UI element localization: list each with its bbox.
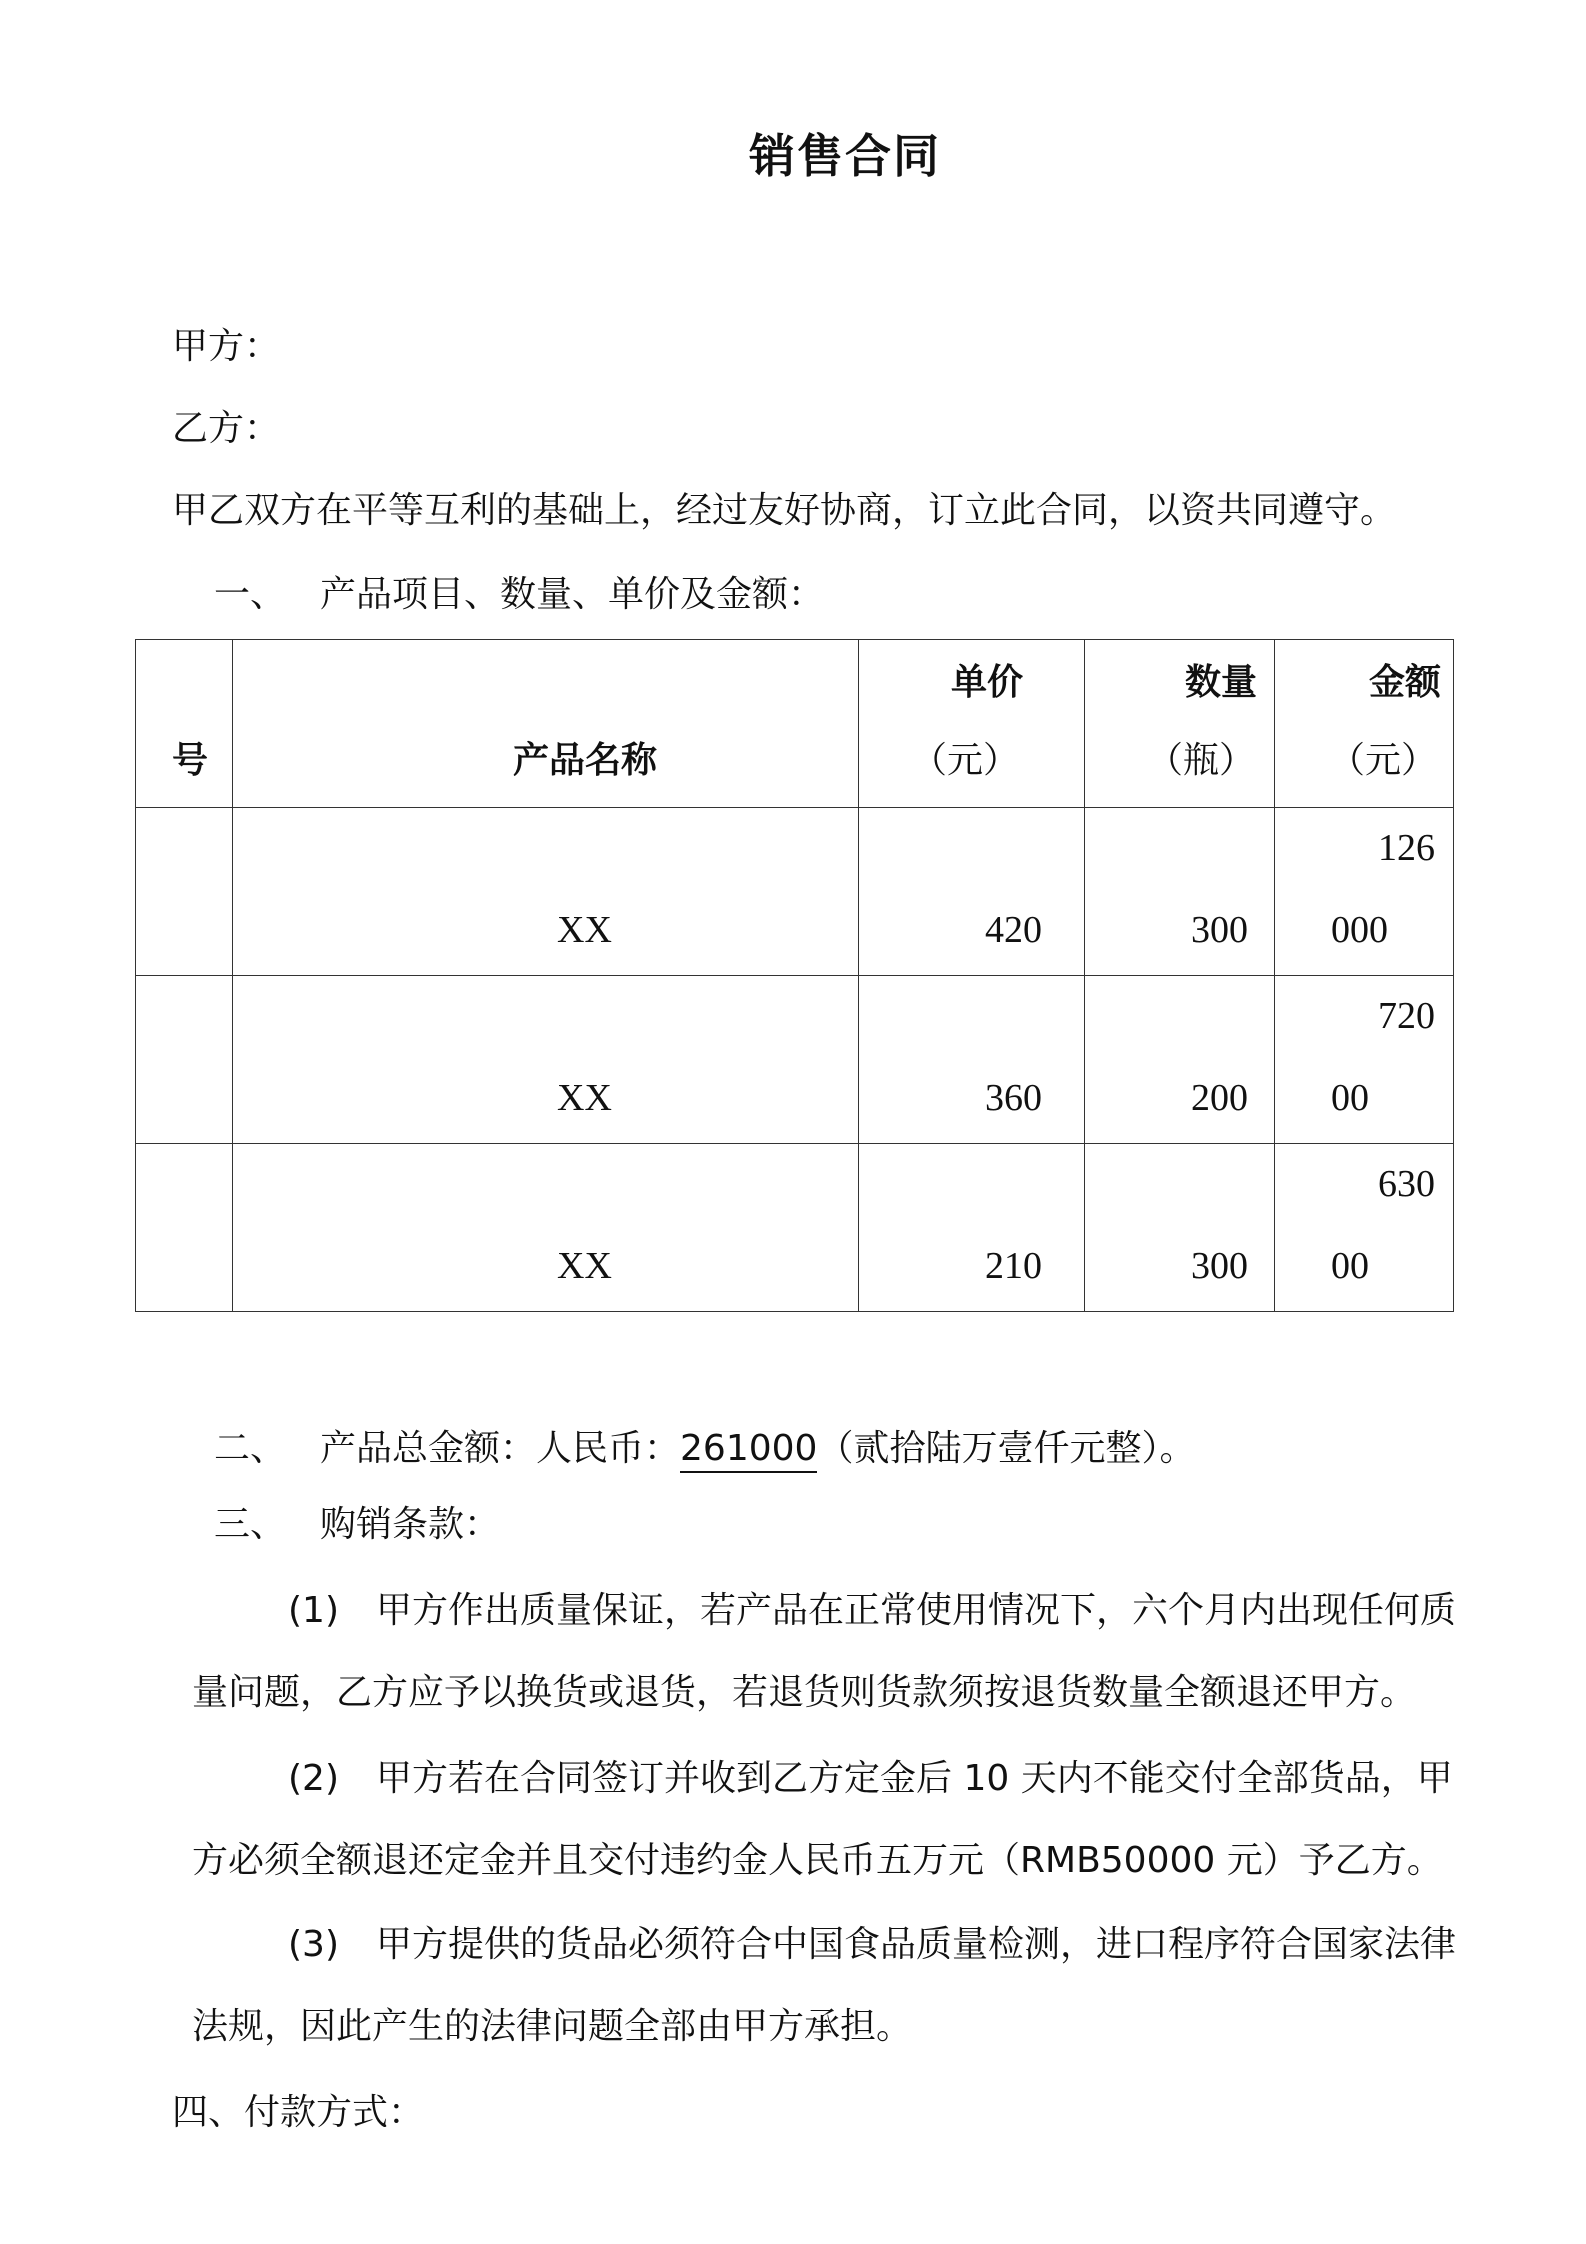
seq-cell (136, 976, 233, 1144)
amount-line-1: 720 (1378, 995, 1435, 1037)
amount-line-2: 00 (1331, 1245, 1369, 1287)
header-price-unit: （元） (911, 740, 1020, 781)
header-price-label: 单价 (951, 662, 1024, 703)
quantity: 300 (1191, 1245, 1248, 1287)
product-name: XX (557, 909, 612, 951)
section-3-number: 三、 (214, 1504, 287, 1545)
header-amount-cell (1275, 640, 1454, 808)
header-seq-cell (136, 640, 233, 808)
term-1-line-1 (288, 1582, 1456, 1633)
amount-line-1: 126 (1378, 827, 1435, 869)
section-3-heading (214, 1496, 500, 1547)
seq-cell (136, 1144, 233, 1312)
qty-cell (1085, 808, 1275, 976)
term-2-number: (2) (288, 1758, 339, 1799)
qty-cell (1085, 976, 1275, 1144)
total-prefix: 产品总金额：人民币： (320, 1428, 681, 1469)
term-3-line-1 (288, 1916, 1456, 1967)
section-2-number: 二、 (214, 1428, 287, 1469)
header-qty-unit: （瓶） (1147, 740, 1256, 781)
intro-paragraph: 甲乙双方在平等互利的基础上，经过友好协商，订立此合同，以资共同遵守。 (172, 490, 1397, 531)
header-seq-label: 号 (172, 740, 209, 781)
section-1-text: 产品项目、数量、单价及金额： (320, 574, 825, 615)
product-table (135, 639, 1454, 1312)
header-amount-unit: （元） (1329, 740, 1438, 781)
qty-cell (1085, 1144, 1275, 1312)
amount-cell (1275, 1144, 1454, 1312)
term-3-text: 甲方提供的货品必须符合中国食品质量检测，进口程序符合国家法律 (376, 1924, 1457, 1965)
section-3-text: 购销条款： (320, 1504, 501, 1545)
header-name-cell (233, 640, 859, 808)
seq-cell (136, 808, 233, 976)
name-cell (233, 976, 859, 1144)
header-qty-cell (1085, 640, 1275, 808)
quantity: 200 (1191, 1077, 1248, 1119)
table-header-row (136, 640, 1454, 808)
header-amount-label: 金额 (1369, 662, 1442, 703)
term-1-number: (1) (288, 1590, 339, 1631)
section-4-heading: 四、付款方式： (172, 2092, 425, 2133)
total-amount: 261000 (680, 1428, 817, 1473)
term-2-text: 甲方若在合同签订并收到乙方定金后 10 天内不能交付全部货品，甲 (376, 1758, 1453, 1799)
product-name: XX (557, 1245, 612, 1287)
table-row (136, 976, 1454, 1144)
amount-line-1: 630 (1378, 1163, 1435, 1205)
section-1-heading (214, 566, 824, 617)
price-cell (859, 976, 1085, 1144)
price-cell (859, 1144, 1085, 1312)
header-price-cell (859, 640, 1085, 808)
header-name-label: 产品名称 (513, 740, 658, 781)
section-2-total (214, 1420, 1195, 1471)
unit-price: 360 (985, 1077, 1042, 1119)
quantity: 300 (1191, 909, 1248, 951)
price-cell (859, 808, 1085, 976)
product-name: XX (557, 1077, 612, 1119)
amount-cell (1275, 976, 1454, 1144)
table-row (136, 808, 1454, 976)
amount-line-2: 00 (1331, 1077, 1369, 1119)
amount-cell (1275, 808, 1454, 976)
party-a-label: 甲方： (172, 326, 281, 367)
unit-price: 420 (985, 909, 1042, 951)
term-3-number: (3) (288, 1924, 339, 1965)
term-3-line-2: 法规，因此产生的法律问题全部由甲方承担。 (192, 2006, 913, 2047)
party-b-label: 乙方： (172, 408, 281, 449)
name-cell (233, 1144, 859, 1312)
section-1-number: 一、 (214, 574, 287, 615)
term-1-text: 甲方作出质量保证，若产品在正常使用情况下，六个月内出现任何质 (376, 1590, 1457, 1631)
name-cell (233, 808, 859, 976)
header-qty-label: 数量 (1185, 662, 1258, 703)
amount-line-2: 000 (1331, 909, 1388, 951)
table-row (136, 1144, 1454, 1312)
term-2-line-1 (288, 1750, 1453, 1801)
unit-price: 210 (985, 1245, 1042, 1287)
term-1-line-2: 量问题，乙方应予以换货或退货，若退货则货款须按退货数量全额退还甲方。 (192, 1672, 1417, 1713)
term-2-line-2: 方必须全额退还定金并且交付违约金人民币五万元（RMB50000 元）予乙方。 (192, 1840, 1443, 1881)
document-title: 销售合同 (749, 129, 941, 183)
total-amount-words: （贰拾陆万壹仟元整）。 (817, 1428, 1196, 1469)
